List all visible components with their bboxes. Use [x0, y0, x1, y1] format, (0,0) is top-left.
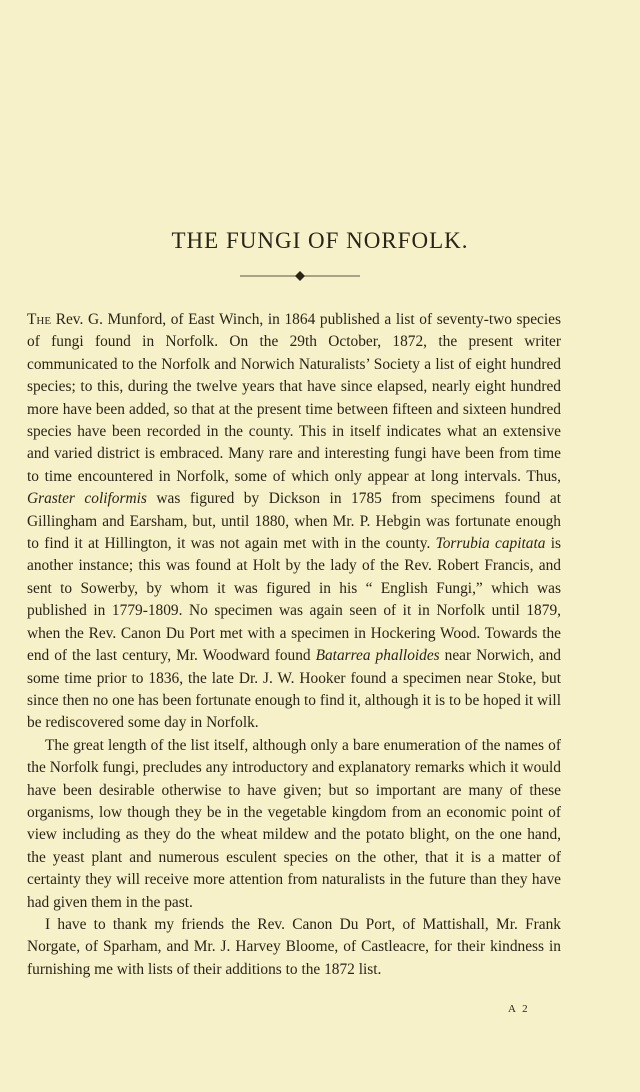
text-span: Rev. G. Munford, of East Winch, in 1864 published a list of seventy-two species of fungi found in Norfolk. On the 29th October, 1872, the present writer communicated to the Norfolk and Norwich Naturalists’ Society a list of eight hundred species; to this, during the twelve years that have since elapsed, nearly eight hundred more have been added, so that at the present time between fifteen and sixteen hundred species have been recorded in the county. This in itself indicates what an extensive and varied district is embraced. Many rare and interesting fungi have been from time to time encountered in Norfolk, some of which only appear at long intervals. Thus,: [27, 311, 561, 485]
body-text: [27, 309, 561, 981]
text-span: near Norwich, and some time prior to 1836, the late Dr. J. W. Hooker found a specimen near Stoke, but since then no one has been fortunate enough to find it, although it is to be hoped it will be rediscovered some day in Norfolk.: [27, 647, 562, 732]
paragraph-1: [27, 309, 561, 735]
signature-mark: A 2: [508, 1003, 530, 1015]
paragraph-2: The great length of the list itself, although only a bare enumeration of the names of the Norfolk fungi, precludes any introductory and explanatory remarks which it would have been desirable otherwise to have given; but so important are many of these organisms, low though they be in the vegetable kingdom from an economic point of view including as they do the wheat mildew and the potato blight, on the one hand, the yeast plant and numerous esculent species on the other, that it is a matter of certainty they will receive more attention from naturalists in the future than they have had given them in the past.: [27, 736, 561, 911]
species-name: Torrubia capitata: [435, 535, 546, 553]
page-title: THE FUNGI OF NORFOLK.: [171, 228, 469, 253]
lead-word: The: [27, 311, 52, 328]
text-span: is another instance; this was found at Holt by the lady of the Rev. Robert Francis, and sent to Sowerby, by whom it was figured in his “ English Fungi,” which was published in 1779-1809. No specimen was again seen of it in Norfolk until 1879, when the Rev. Canon Du Port met with a specimen in Hockering Wood. Towards the end of the last century, Mr. Woodward found: [27, 535, 561, 665]
species-name: Graster coliformis: [27, 490, 147, 508]
paragraph-3: I have to thank my friends the Rev. Canon Du Port, of Mattishall, Mr. Frank Norgate, of Sparham, and Mr. J. Harvey Bloome, of Castleacre, for their kindness in furnishing me with lists of their additions to the 1872 list.: [27, 915, 561, 978]
species-name: Batarrea phalloides: [315, 647, 440, 665]
diamond-rule-ornament: [240, 270, 360, 282]
text-span: was figured by Dickson in 1785 from specimens found at Gillingham and Earsham, but, until 1880, when Mr. P. Hebgin was fortunate enough to find it at Hillington, it was not again met with in the county.: [27, 490, 561, 553]
